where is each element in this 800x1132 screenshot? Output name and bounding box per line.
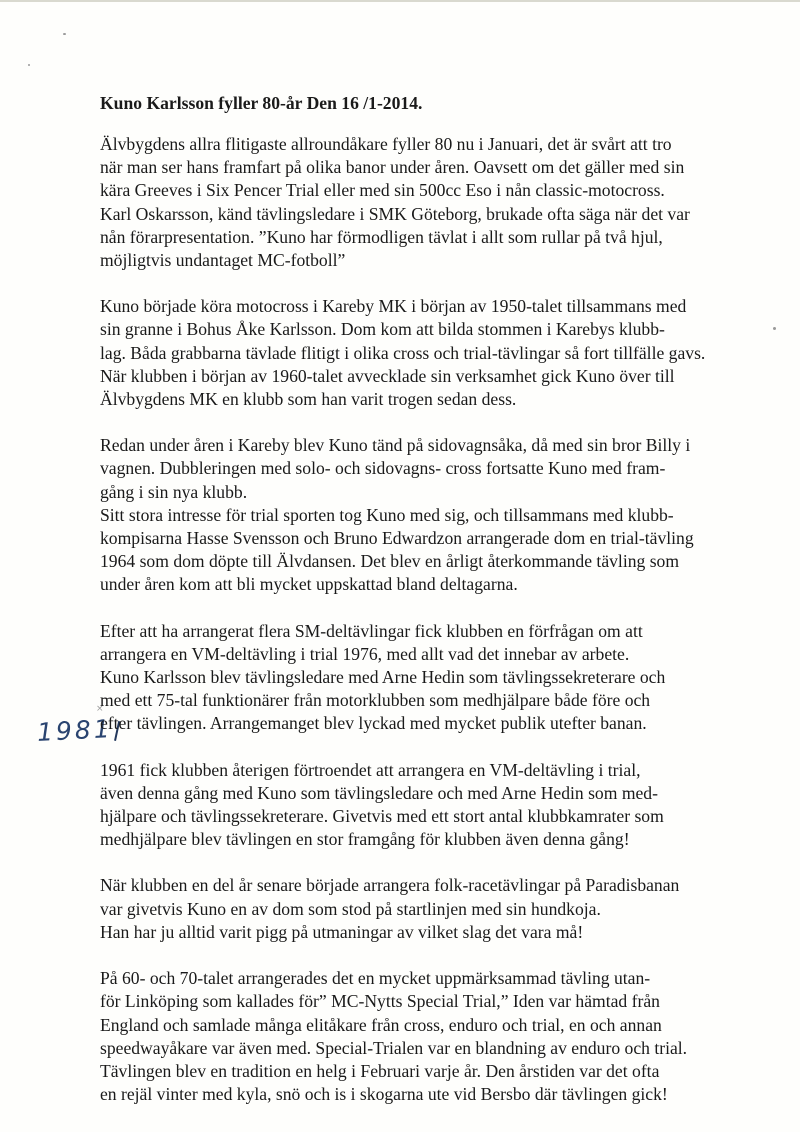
text-line: Sitt stora intresse för trial sporten tog Kuno med sig, och tillsammans med klubb- [100, 504, 674, 525]
paragraph [100, 759, 770, 852]
scan-speck [63, 33, 66, 35]
text-line: sin granne i Bohus Åke Karlsson. Dom kom att bilda stommen i Karebys klubb- [100, 319, 665, 340]
text-line: var givetvis Kuno en av dom som stod på startlinjen med sin hundkoja. [100, 898, 601, 919]
text-line: för Linköping som kallades för” MC-Nytts Special Trial,” Iden var hämtad från [100, 991, 660, 1012]
text-line: vagnen. Dubbleringen med solo- och sidovagns- cross fortsatte Kuno med fram- [100, 458, 666, 479]
text-line: Redan under åren i Kareby blev Kuno tänd på sidovagnsåka, då med sin bror Billy i [100, 435, 691, 456]
paragraph [100, 133, 770, 272]
scan-speck [28, 64, 30, 66]
paragraph [100, 967, 770, 1106]
paragraph [100, 434, 770, 596]
text-line: Han har ju alltid varit pigg på utmaningar av vilket slag det vara må! [100, 921, 584, 942]
letter-body [100, 91, 770, 1106]
text-line: Tävlingen blev en tradition en helg i Februari varje år. Den årstiden var det ofta [100, 1060, 660, 1081]
document-title: Kuno Karlsson fyller 80-år Den 16 /1-2014. [100, 93, 423, 113]
text-line: Karl Oskarsson, känd tävlingsledare i SMK Göteborg, brukade ofta säga när det var [100, 203, 690, 224]
text-line: Kuno började köra motocross i Kareby MK i början av 1950-talet tillsammans med [100, 296, 687, 317]
text-line: När klubben en del år senare började arrangera folk-racetävlingar på Paradisbanan [100, 875, 680, 896]
text-line: gång i sin nya klubb. [100, 481, 248, 502]
text-line: nån förarpresentation. ”Kuno har förmodligen tävlat i allt som rullar på två hjul, [100, 226, 663, 247]
text-line: arrangera en VM-deltävling i trial 1976, med allt vad det innebar av arbete. [100, 643, 630, 664]
text-line: en rejäl vinter med kyla, snö och is i skogarna ute vid Bersbo där tävlingen gick! [100, 1084, 668, 1105]
text-line: även denna gång med Kuno som tävlingsledare och med Arne Hedin som med- [100, 782, 658, 803]
text-line: Efter att ha arrangerat flera SM-deltävlingar fick klubben en förfrågan om att [100, 620, 643, 641]
text-line: Älvbygdens MK en klubb som han varit trogen sedan dess. [100, 389, 517, 410]
text-line: När klubben i början av 1960-talet avvecklade sin verksamhet gick Kuno över till [100, 365, 675, 386]
text-line: speedwayåkare var även med. Special-Trialen var en blandning av enduro och trial. [100, 1037, 688, 1058]
text-line: På 60- och 70-talet arrangerades det en mycket uppmärksammad tävling utan- [100, 968, 651, 989]
paragraph-gap [100, 272, 770, 295]
text-line: när man ser hans framfart på olika banor under åren. Oavsett om det gäller med sin [100, 157, 685, 178]
paragraph [100, 874, 770, 944]
text-line: England och samlade många elitåkare från cross, enduro och trial, en och annan [100, 1014, 662, 1035]
paragraph-gap [100, 411, 770, 434]
text-line: Kuno Karlsson blev tävlingsledare med Arne Hedin som tävlingssekreterare och [100, 667, 666, 688]
text-line: Älvbygdens allra flitigaste allroundåkare fyller 80 nu i Januari, det är svårt att tro [100, 134, 672, 154]
text-line: kära Greeves i Six Pencer Trial eller med sin 500cc Eso i nån classic-motocross. [100, 180, 665, 201]
text-line: efter tävlingen. Arrangemanget blev lyckad med mycket publik utefter banan. [100, 713, 647, 734]
text-line: hjälpare och tävlingssekreterare. Givetvis med ett stort antal klubbkamrater som [100, 806, 664, 827]
scan-mark: × [96, 704, 104, 714]
paragraph-gap [100, 597, 770, 620]
paragraphs [100, 133, 770, 1106]
text-line: medhjälpare blev tävlingen en stor framgång för klubben även denna gång! [100, 829, 630, 850]
paragraph-gap [100, 944, 770, 967]
text-line: möjligtvis undantaget MC-fotboll” [100, 250, 346, 271]
paragraph [100, 295, 770, 411]
paragraph [100, 620, 770, 736]
text-line: lag. Båda grabbarna tävlade flitigt i olika cross och trial-tävlingar så fort tillfälle gavs. [100, 342, 706, 363]
text-line: under åren kom att bli mycket uppskattad bland deltagarna. [100, 574, 518, 595]
text-line: kompisarna Hasse Svensson och Bruno Edwardzon arrangerade dom en trial-tävling [100, 528, 694, 549]
text-line: 1964 som dom döpte till Älvdansen. Det blev en årligt återkommande tävling som [100, 551, 680, 572]
handwritten-margin-note: 1981 [36, 714, 114, 747]
paragraph-gap [100, 736, 770, 759]
page-top-edge [0, 0, 800, 2]
scan-speck [773, 327, 776, 330]
text-line: med ett 75-tal funktionärer från motorklubben som medhjälpare både före och [100, 690, 651, 711]
paragraph-gap [100, 851, 770, 874]
text-line: 1961 fick klubben återigen förtroendet att arrangera en VM-deltävling i trial, [100, 759, 641, 780]
